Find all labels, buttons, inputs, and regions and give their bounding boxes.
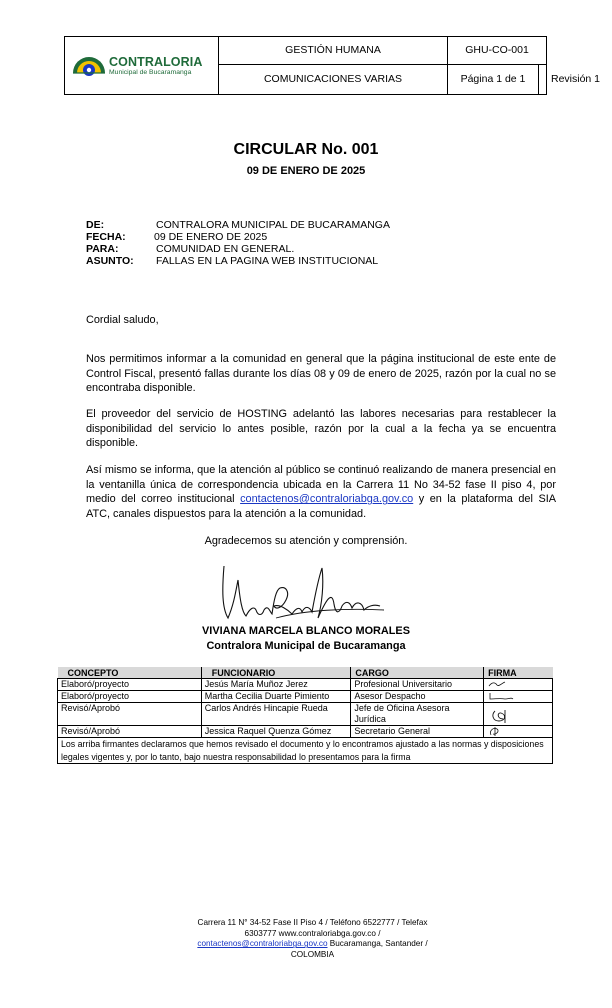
logo-cell	[65, 37, 219, 94]
handwritten-signature	[216, 560, 386, 628]
cell-firma	[484, 679, 553, 691]
document-header	[64, 36, 601, 95]
initials-signature	[487, 691, 515, 701]
cell-concepto: Elaboró/proyecto	[58, 679, 202, 691]
cell-firma	[484, 726, 553, 738]
thanks-line: Agradecemos su atención y comprensión.	[204, 535, 408, 547]
cell-funcionario: Jesús María Muñoz Jerez	[201, 679, 351, 691]
initials-signature	[487, 726, 505, 736]
cell-funcionario: Carlos Andrés Hincapie Rueda	[201, 703, 351, 726]
table-row	[58, 679, 553, 691]
paragraph-3-text-a: Así mismo se informa, que la atención al público se continuó realizando de manera presencial en la ventanilla única de correspondencia ubicada en la Carrera 11 No 34-52 fase II piso 4, por medio del correo institucional	[86, 464, 556, 506]
header-code: GHU-CO-001	[448, 37, 546, 65]
col-cargo: CARGO	[351, 667, 484, 679]
footer-line-2: 6303777 www.contraloriabga.gov.co /	[244, 928, 381, 938]
logo-subtitle: Municipal de Bucaramanga	[109, 69, 192, 76]
footer-city: Bucaramanga, Santander /	[327, 939, 428, 949]
cell-cargo: Asesor Despacho	[351, 691, 484, 703]
col-firma: FIRMA	[484, 667, 553, 679]
footer-email-link[interactable]: contactenos@contraloriabga.gov.co	[197, 939, 328, 949]
approvals-table	[57, 667, 553, 764]
paragraph-2: El proveedor del servicio de HOSTING adelantó las labores necesarias para restablecer la disponibilidad del servicio lo antes posible, razón por la cual a la fecha ya se encuentra disponible.	[86, 408, 556, 450]
footer-line-1: Carrera 11 N° 34-52 Fase II Piso 4 / Teléfono 6522777 / Telefax	[197, 918, 428, 927]
header-doc-type: COMUNICACIONES VARIAS	[219, 65, 448, 94]
cell-concepto: Elaboró/proyecto	[58, 691, 202, 703]
table-row	[58, 703, 553, 726]
table-row	[58, 691, 553, 703]
cell-firma	[484, 691, 553, 703]
page-footer	[180, 918, 445, 960]
meta-fecha-value: 09 DE ENERO DE 2025	[154, 231, 268, 243]
cell-cargo: Jefe de Oficina Asesora Jurídica	[351, 703, 484, 726]
footer-line-3	[180, 939, 445, 950]
paragraph-3-text-b: y en la plataforma del SIA ATC, canales dispuestos para la atención a la comunidad.	[86, 493, 556, 520]
signer-role: Contralora Municipal de Bucaramanga	[206, 640, 406, 652]
table-footnote-row	[58, 738, 553, 764]
signer-name: VIVIANA MARCELA BLANCO MORALES	[202, 625, 410, 637]
header-area: GESTIÓN HUMANA	[219, 37, 448, 65]
meta-asunto-label: ASUNTO:	[86, 255, 134, 267]
cell-concepto: Revisó/Aprobó	[58, 703, 202, 726]
cell-cargo: Profesional Universitario	[351, 679, 484, 691]
contact-email-link[interactable]: contactenos@contraloriabga.gov.co	[240, 493, 414, 506]
logo-name: CONTRALORIA	[109, 55, 203, 69]
header-revision: Revisión 1	[550, 73, 601, 85]
footer-line-4: COLOMBIA	[290, 949, 335, 959]
meta-de-value: CONTRALORA MUNICIPAL DE BUCARAMANGA	[156, 219, 390, 231]
meta-asunto-value: FALLAS EN LA PAGINA WEB INSTITUCIONAL	[156, 255, 379, 267]
meta-para-value: COMUNIDAD EN GENERAL.	[156, 243, 295, 255]
greeting: Cordial saludo,	[86, 314, 159, 326]
meta-para-label: PARA:	[86, 243, 119, 255]
table-row	[58, 726, 553, 738]
approvals-header-row	[58, 667, 553, 679]
approvals-footnote: Los arriba firmantes declaramos que hemos revisado el documento y lo encontramos ajustado a las normas y disposiciones legales vigentes y, por lo tanto, bajo nuestra responsabilidad lo presentamos para la firma	[58, 738, 553, 764]
document-date: 09 DE ENERO DE 2025	[246, 165, 366, 177]
cell-concepto: Revisó/Aprobó	[58, 726, 202, 738]
cell-firma	[484, 703, 553, 726]
contraloria-logo-icon	[71, 51, 107, 77]
paragraph-1: Nos permitimos informar a la comunidad en general que la página institucional de este ente de Control Fiscal, presentó fallas durante los días 08 y 09 de enero de 2025, razón por la cual no se encontraba disponible.	[86, 353, 556, 395]
cell-funcionario: Martha Cecilia Duarte Pimiento	[201, 691, 351, 703]
header-page: Página 1 de 1	[448, 65, 539, 94]
meta-fecha-label: FECHA:	[86, 231, 126, 243]
initials-signature	[487, 679, 507, 689]
cell-funcionario: Jessica Raquel Quenza Gómez	[201, 726, 351, 738]
meta-de-label: DE:	[86, 219, 105, 231]
initials-signature	[489, 707, 511, 725]
col-concepto: CONCEPTO	[58, 667, 202, 679]
document-title: CIRCULAR No. 001	[233, 141, 379, 158]
cell-cargo: Secretario General	[351, 726, 484, 738]
col-funcionario: FUNCIONARIO	[201, 667, 351, 679]
paragraph-3	[86, 463, 556, 521]
